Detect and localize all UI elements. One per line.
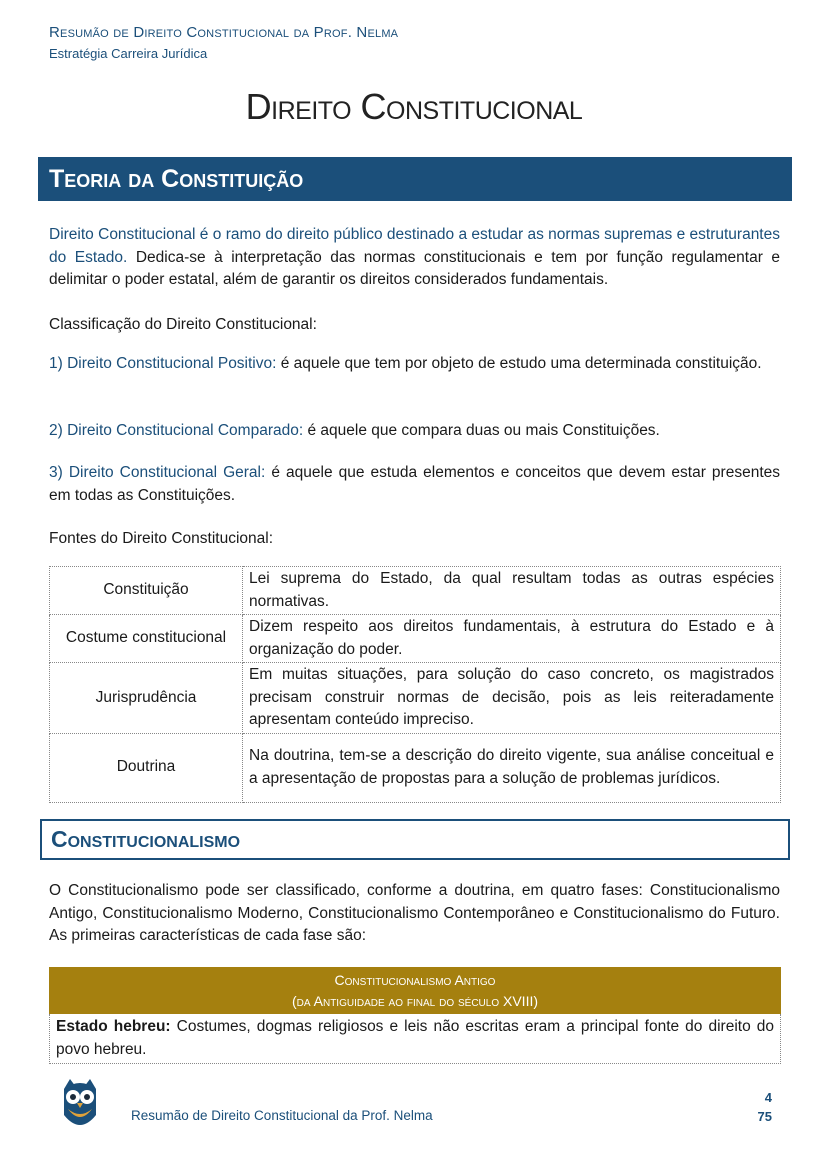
running-header-subtitle: Estratégia Carreira Jurídica <box>49 46 208 61</box>
source-description: Em muitas situações, para solução do caso concreto, os magistrados precisam construir normas de decisão, pois as leis reiteradamente apresentam conteúdo impreciso. <box>243 663 781 734</box>
current-page: 4 <box>764 1090 772 1105</box>
owl-logo-icon <box>60 1075 100 1135</box>
running-header-title: Resumão de Direito Constitucional da Prof. Nelma <box>49 24 399 41</box>
classification-term: 1) Direito Constitucional Positivo: <box>49 355 277 372</box>
total-pages: 75 <box>757 1109 772 1124</box>
classification-term: 3) Direito Constitucional Geral: <box>49 464 266 481</box>
source-label: Jurisprudência <box>50 663 243 734</box>
classification-heading: Classificação do Direito Constitucional: <box>49 316 317 333</box>
classification-term: 2) Direito Constitucional Comparado: <box>49 422 304 439</box>
section-heading-constitucionalismo: Constitucionalismo <box>40 819 790 860</box>
table-row <box>50 663 781 734</box>
phase-box-header <box>49 967 781 1014</box>
sources-heading: Fontes do Direito Constitucional: <box>49 530 274 547</box>
phase-box-subtitle: (da Antiguidade ao final do século XVIII) <box>291 993 539 1009</box>
table-row <box>50 733 781 802</box>
phase-box-term: Estado hebreu: <box>56 1018 171 1035</box>
phase-box-title: Constitucionalismo Antigo <box>334 972 496 988</box>
classification-text: é aquele que compara duas ou mais Constituições. <box>303 422 660 439</box>
source-description: Dizem respeito aos direitos fundamentais, à estrutura do Estado e à organização do poder. <box>243 615 781 663</box>
document-title: Direito Constitucional <box>245 86 583 127</box>
classification-item <box>49 353 780 376</box>
constitucionalismo-paragraph: O Constitucionalismo pode ser classificado, conforme a doutrina, em quatro fases: Constitucionalismo Antigo, Constitucionalismo Moderno, Constitucionalismo Contemporâneo e Constitucionalismo do Futuro. As primeiras características de cada fase são: <box>49 882 780 944</box>
classification-item <box>49 420 780 443</box>
intro-rest: Dedica-se à interpretação das normas constitucionais e tem por função regulamentar e delimitar o poder estatal, além de garantir os direitos considerados fundamentais. <box>49 248 780 288</box>
phase-box-body <box>49 1014 781 1064</box>
footer-text: Resumão de Direito Constitucional da Prof. Nelma <box>131 1108 433 1123</box>
intro-paragraph <box>49 224 780 292</box>
classification-item <box>49 462 780 507</box>
classification-text: é aquele que tem por objeto de estudo uma determinada constituição. <box>276 355 762 372</box>
source-description: Na doutrina, tem-se a descrição do direito vigente, sua análise conceitual e a apresentação de propostas para a solução de problemas jurídicos. <box>243 733 781 802</box>
source-label: Costume constitucional <box>50 615 243 663</box>
section-heading-teoria: Teoria da Constituição <box>38 157 792 201</box>
source-label: Constituição <box>50 567 243 615</box>
page-number <box>742 1088 772 1126</box>
sources-table <box>49 566 781 803</box>
phase-box-text: Costumes, dogmas religiosos e leis não escritas eram a principal fonte do direito do povo hebreu. <box>56 1018 774 1058</box>
source-description: Lei suprema do Estado, da qual resultam todas as outras espécies normativas. <box>243 567 781 615</box>
intro-highlight: Direito Constitucional é o ramo do direito público destinado a estudar as normas supremas e estruturantes do Estado. <box>49 226 780 266</box>
classification-text: é aquele que estuda elementos e conceitos que devem estar presentes em todas as Constituições. <box>49 464 781 504</box>
source-label: Doutrina <box>50 733 243 802</box>
table-row <box>50 615 781 663</box>
table-row <box>50 567 781 615</box>
